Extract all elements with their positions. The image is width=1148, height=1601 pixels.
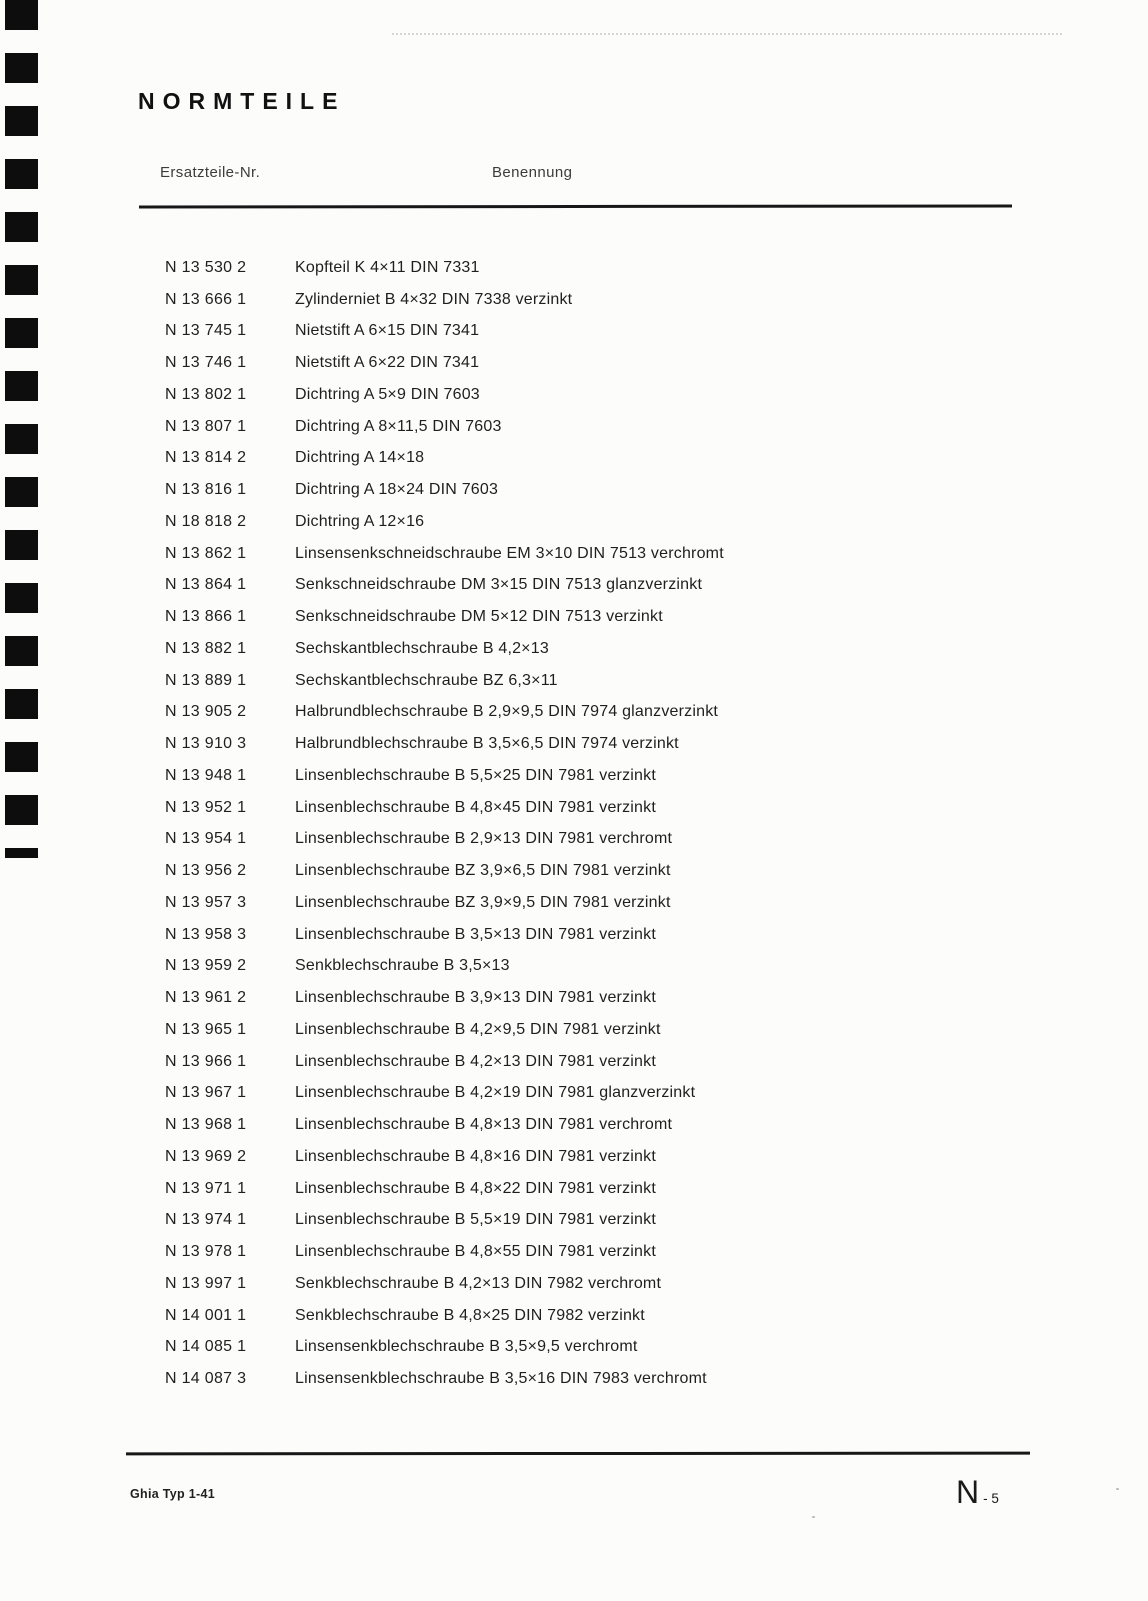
part-number-cell: N 13 864 1	[165, 576, 247, 594]
part-number-cell: N 13 966 1	[165, 1052, 247, 1070]
part-name-cell: Dichtring A 14×18	[295, 449, 425, 467]
table-row	[165, 506, 1115, 538]
table-row	[165, 601, 1115, 633]
table-row	[165, 633, 1115, 665]
table-row	[165, 443, 1115, 475]
part-name-cell: Linsenblechschraube B 4,2×13 DIN 7981 verzinkt	[295, 1052, 656, 1070]
part-name-cell: Kopfteil K 4×11 DIN 7331	[295, 258, 480, 276]
table-row	[165, 1173, 1115, 1205]
part-name-cell: Linsenblechschraube B 4,8×13 DIN 7981 verchromt	[295, 1116, 673, 1134]
binding-edge-marks	[5, 0, 38, 858]
part-name-cell: Linsenblechschraube B 4,2×9,5 DIN 7981 verzinkt	[295, 1020, 661, 1038]
part-name-cell: Dichtring A 5×9 DIN 7603	[295, 385, 480, 403]
table-row	[165, 1236, 1115, 1268]
part-name-cell: Senkblechschraube B 4,2×13 DIN 7982 verchromt	[295, 1274, 662, 1292]
part-number-cell: N 13 952 1	[165, 798, 247, 816]
page-number	[956, 1474, 999, 1511]
part-name-cell: Linsenblechschraube B 3,9×13 DIN 7981 verzinkt	[295, 989, 656, 1007]
part-name-cell: Nietstift A 6×15 DIN 7341	[295, 322, 480, 340]
part-number-cell: N 13 974 1	[165, 1211, 247, 1229]
table-row	[165, 252, 1115, 284]
table-row	[165, 919, 1115, 951]
part-number-cell: N 13 968 1	[165, 1116, 247, 1134]
part-number-cell: N 13 997 1	[165, 1274, 247, 1292]
page-number-letter: N	[956, 1474, 980, 1510]
table-row	[165, 1332, 1115, 1364]
part-name-cell: Linsensenkblechschraube B 3,5×9,5 verchromt	[295, 1338, 638, 1356]
part-number-cell: N 13 971 1	[165, 1179, 247, 1197]
table-row	[165, 347, 1115, 379]
part-name-cell: Senkschneidschraube DM 5×12 DIN 7513 verzinkt	[295, 608, 663, 626]
part-name-cell: Linsenblechschraube B 4,8×55 DIN 7981 verzinkt	[295, 1243, 656, 1261]
part-number-cell: N 13 816 1	[165, 481, 247, 499]
table-row	[165, 982, 1115, 1014]
part-number-cell: N 13 807 1	[165, 417, 247, 435]
table-row	[165, 1046, 1115, 1078]
part-number-cell: N 13 746 1	[165, 354, 247, 372]
part-number-cell: N 13 969 2	[165, 1147, 247, 1165]
part-name-cell: Dichtring A 8×11,5 DIN 7603	[295, 417, 502, 435]
table-row	[165, 1205, 1115, 1237]
column-header-part-number: Ersatzteile-Nr.	[160, 164, 261, 181]
table-row	[165, 538, 1115, 570]
part-name-cell: Linsenblechschraube B 3,5×13 DIN 7981 verzinkt	[295, 925, 656, 943]
part-number-cell: N 13 961 2	[165, 989, 247, 1007]
part-number-cell: N 13 889 1	[165, 671, 247, 689]
part-name-cell: Linsenblechschraube B 4,8×22 DIN 7981 verzinkt	[295, 1179, 656, 1197]
scan-artifact-line	[392, 33, 1062, 35]
table-row	[165, 792, 1115, 824]
part-number-cell: N 13 965 1	[165, 1020, 247, 1038]
part-name-cell: Linsenblechschraube B 4,8×45 DIN 7981 verzinkt	[295, 798, 656, 816]
part-number-cell: N 13 530 2	[165, 258, 247, 276]
table-row	[165, 697, 1115, 729]
part-number-cell: N 13 905 2	[165, 703, 247, 721]
part-name-cell: Linsenblechschraube BZ 3,9×6,5 DIN 7981 verzinkt	[295, 862, 671, 880]
part-name-cell: Sechskantblechschraube BZ 6,3×11	[295, 671, 558, 689]
table-row	[165, 316, 1115, 348]
table-row	[165, 728, 1115, 760]
part-name-cell: Senkblechschraube B 4,8×25 DIN 7982 verzinkt	[295, 1306, 645, 1324]
table-row	[165, 1300, 1115, 1332]
part-number-cell: N 13 814 2	[165, 449, 247, 467]
table-row	[165, 1268, 1115, 1300]
table-row	[165, 855, 1115, 887]
scan-speck	[812, 1516, 815, 1518]
part-name-cell: Sechskantblechschraube B 4,2×13	[295, 639, 549, 657]
part-number-cell: N 13 967 1	[165, 1084, 247, 1102]
part-name-cell: Linsenblechschraube B 4,2×19 DIN 7981 glanzverzinkt	[295, 1084, 696, 1102]
part-number-cell: N 14 001 1	[165, 1306, 247, 1324]
part-name-cell: Linsenblechschraube B 5,5×25 DIN 7981 verzinkt	[295, 766, 656, 784]
part-name-cell: Linsenblechschraube B 4,8×16 DIN 7981 verzinkt	[295, 1147, 656, 1165]
part-number-cell: N 13 802 1	[165, 385, 247, 403]
part-number-cell: N 13 910 3	[165, 735, 247, 753]
table-row	[165, 1078, 1115, 1110]
table-row	[165, 411, 1115, 443]
part-name-cell: Linsenblechschraube B 5,5×19 DIN 7981 verzinkt	[295, 1211, 656, 1229]
table-row	[165, 570, 1115, 602]
part-number-cell: N 13 866 1	[165, 608, 247, 626]
parts-table	[165, 252, 1115, 1395]
part-number-cell: N 13 948 1	[165, 766, 247, 784]
part-number-cell: N 13 882 1	[165, 639, 247, 657]
table-row	[165, 1109, 1115, 1141]
part-name-cell: Halbrundblechschraube B 3,5×6,5 DIN 7974 verzinkt	[295, 735, 679, 753]
scan-speck	[1116, 1488, 1119, 1490]
part-name-cell: Senkschneidschraube DM 3×15 DIN 7513 glanzverzinkt	[295, 576, 703, 594]
table-row	[165, 665, 1115, 697]
part-number-cell: N 13 957 3	[165, 893, 247, 911]
table-row	[165, 760, 1115, 792]
part-number-cell: N 14 085 1	[165, 1338, 247, 1356]
part-number-cell: N 13 745 1	[165, 322, 247, 340]
part-name-cell: Senkblechschraube B 3,5×13	[295, 957, 510, 975]
part-number-cell: N 18 818 2	[165, 512, 247, 530]
part-name-cell: Dichtring A 12×16	[295, 512, 425, 530]
part-number-cell: N 13 862 1	[165, 544, 247, 562]
part-number-cell: N 13 958 3	[165, 925, 247, 943]
table-row	[165, 824, 1115, 856]
table-row	[165, 1363, 1115, 1395]
part-number-cell: N 13 956 2	[165, 862, 247, 880]
part-name-cell: Halbrundblechschraube B 2,9×9,5 DIN 7974 glanzverzinkt	[295, 703, 719, 721]
part-name-cell: Linsensenkblechschraube B 3,5×16 DIN 7983 verchromt	[295, 1370, 707, 1388]
catalog-reference: Ghia Typ 1-41	[130, 1487, 215, 1501]
part-number-cell: N 13 978 1	[165, 1243, 247, 1261]
page-number-suffix: - 5	[983, 1491, 999, 1506]
header-rule	[139, 204, 1012, 208]
table-row	[165, 887, 1115, 919]
part-number-cell: N 13 959 2	[165, 957, 247, 975]
table-row	[165, 284, 1115, 316]
part-name-cell: Zylinderniet B 4×32 DIN 7338 verzinkt	[295, 290, 573, 308]
table-row	[165, 1141, 1115, 1173]
part-name-cell: Dichtring A 18×24 DIN 7603	[295, 481, 499, 499]
part-name-cell: Linsensenkschneidschraube EM 3×10 DIN 7513 verchromt	[295, 544, 724, 562]
table-row	[165, 474, 1115, 506]
part-name-cell: Nietstift A 6×22 DIN 7341	[295, 354, 480, 372]
part-name-cell: Linsenblechschraube B 2,9×13 DIN 7981 verchromt	[295, 830, 673, 848]
column-header-name: Benennung	[492, 164, 573, 181]
table-row	[165, 951, 1115, 983]
part-number-cell: N 14 087 3	[165, 1370, 247, 1388]
footer-rule	[126, 1452, 1030, 1456]
table-row	[165, 379, 1115, 411]
part-number-cell: N 13 954 1	[165, 830, 247, 848]
page-title: NORMTEILE	[138, 88, 346, 114]
part-number-cell: N 13 666 1	[165, 290, 247, 308]
table-row	[165, 1014, 1115, 1046]
part-name-cell: Linsenblechschraube BZ 3,9×9,5 DIN 7981 verzinkt	[295, 893, 671, 911]
